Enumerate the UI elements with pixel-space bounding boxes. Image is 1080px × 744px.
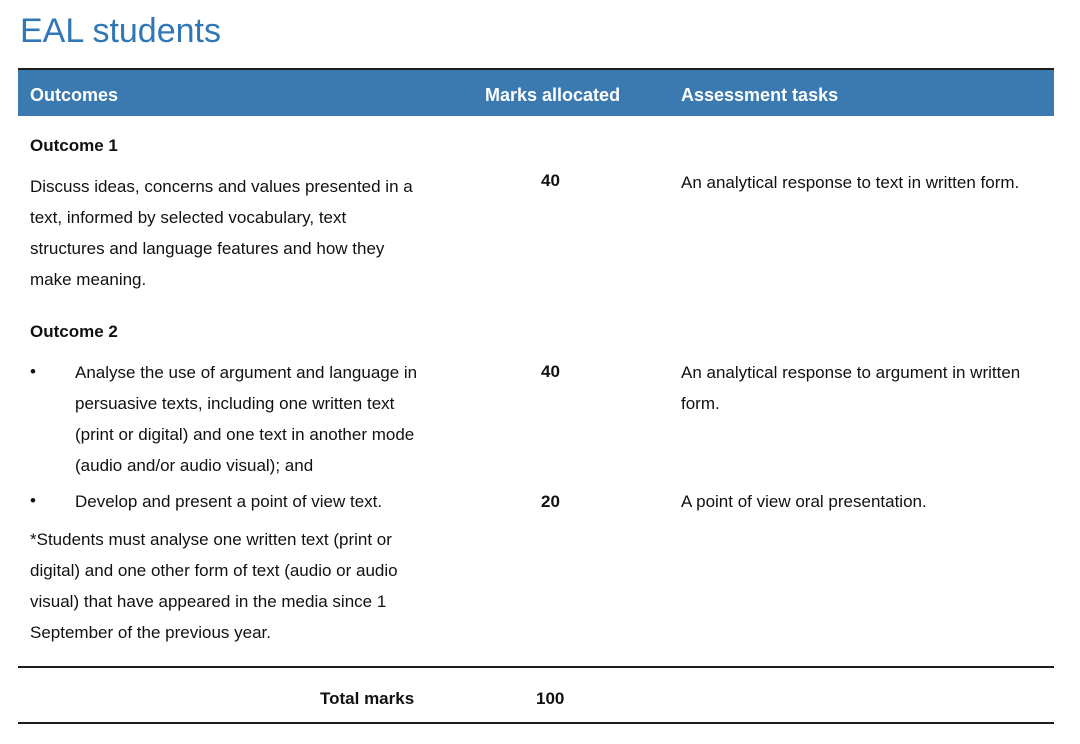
outcome-2-bullet-2-text: Develop and present a point of view text. [75, 492, 383, 511]
total-row-bottom-rule [18, 722, 1054, 724]
total-marks-label: Total marks [320, 689, 415, 708]
page-title: EAL students [20, 12, 221, 50]
column-header-outcomes: Outcomes [30, 85, 119, 105]
outcome-2-bullet-2-marks: 20 [541, 492, 560, 511]
outcome-1-task: An analytical response to text in written form. [681, 173, 1020, 192]
column-header-marks-allocated: Marks allocated [485, 85, 621, 105]
outcome-1-marks: 40 [541, 171, 560, 190]
assessment-table [18, 68, 1054, 116]
outcome-2-bullet-1-task: An analytical response to argument in written form. [681, 363, 1021, 413]
outcome-1-description: Discuss ideas, concerns and values presented in a text, informed by selected vocabulary, text structures and language features and how they make meaning. [30, 177, 413, 289]
outcome-2-bullet-1-text: Analyse the use of argument and language in persuasive texts, including one written text (print or digital) and one text in another mode (audio and/or audio visual); and [75, 363, 418, 475]
outcome-1-heading: Outcome 1 [30, 136, 118, 155]
column-header-assessment-tasks: Assessment tasks [681, 85, 839, 105]
outcome-2-bullet-2-task: A point of view oral presentation. [681, 492, 927, 511]
outcome-2-bullet-1-marks: 40 [541, 362, 560, 381]
table-header-row [18, 68, 1054, 116]
bullet-2-marker: • [30, 491, 36, 510]
bullet-1-marker: • [30, 362, 36, 381]
outcome-2-note: *Students must analyse one written text (print or digital) and one other form of text (audio or audio visual) that have appeared in the media since 1 September of the previous year. [30, 530, 398, 642]
outcome-2-heading: Outcome 2 [30, 322, 118, 341]
total-marks-value: 100 [536, 689, 565, 708]
total-row-top-rule [18, 666, 1054, 668]
